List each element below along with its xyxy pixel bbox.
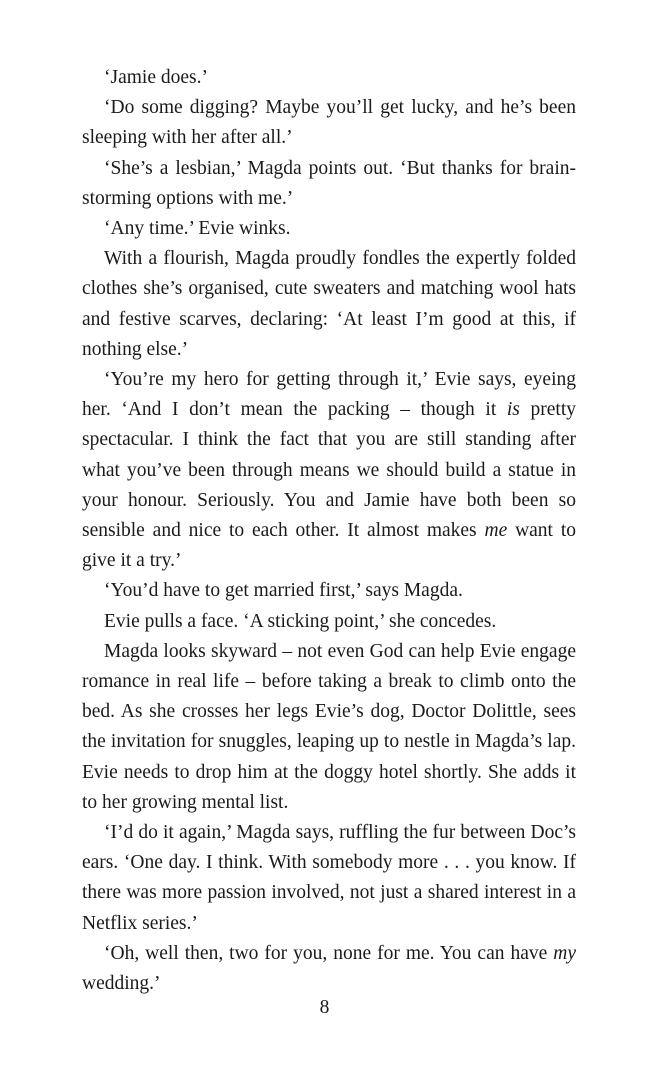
- emphasis-text: me: [484, 520, 508, 542]
- paragraph: [82, 244, 576, 365]
- paragraph: [82, 214, 576, 244]
- paragraph: [82, 365, 576, 576]
- paragraph-text: ‘Oh, well then, two for you, none for me. You can have: [104, 942, 554, 964]
- paragraph-text: want to give it a try.’: [82, 520, 576, 572]
- paragraph-text: ‘You’d have to get married first,’ says Magda.: [104, 580, 463, 602]
- paragraph-text: ‘I’d do it again,’ Magda says, ruffling the fur between Doc’s ears. ‘One day. I think. With somebody more . . . you know. If there was more passion involved, not just a shared interest in a Netflix series.’: [82, 822, 576, 934]
- body-text: [82, 63, 576, 999]
- paragraph: [82, 63, 576, 93]
- paragraph: [82, 93, 576, 153]
- paragraph-text: ‘Any time.’ Evie winks.: [104, 218, 291, 240]
- paragraph-text: Magda looks skyward – not even God can help Evie engage romance in real life – before taking a break to climb onto the bed. As she crosses her legs Evie’s dog, Doctor Dolittle, sees the invitation for snuggles, leaping up to nestle in Magda’s lap. Evie needs to drop him at the doggy hotel shortly. She adds it to her growing mental list.: [82, 640, 576, 813]
- paragraph: [82, 939, 576, 999]
- paragraph-text: wedding.’: [82, 973, 161, 995]
- paragraph: [82, 154, 576, 214]
- paragraph-text: Evie pulls a face. ‘A sticking point,’ she concedes.: [104, 610, 497, 632]
- paragraph-text: With a flourish, Magda proudly fondles the expertly folded clothes she’s organised, cute sweaters and matching wool hats and festive scarves, declaring: ‘At least I’m good at this, if nothing else.’: [82, 248, 576, 360]
- paragraph: [82, 576, 576, 606]
- emphasis-text: is: [506, 399, 520, 421]
- paragraph: [82, 637, 576, 818]
- emphasis-text: my: [553, 942, 576, 964]
- paragraph: [82, 818, 576, 939]
- paragraph-text: ‘Do some digging? Maybe you’ll get lucky, and he’s been sleeping with her after all.’: [82, 97, 576, 149]
- paragraph: [82, 607, 576, 637]
- page-number: 8: [319, 997, 330, 1018]
- paragraph-text: ‘Jamie does.’: [104, 67, 208, 88]
- paragraph-text: ‘You’re my hero for getting through it,’ Evie says, eyeing her. ‘And I don’t mean the packing – though it: [82, 369, 576, 421]
- paragraph-text: pretty spectacular. I think the fact that you are still standing after what you’ve been through means we should build a statue in your honour. Seriously. You and Jamie have both been so sensible and nice to each other. It almost makes: [82, 399, 577, 542]
- paragraph-text: ‘She’s a lesbian,’ Magda points out. ‘But thanks for brain-storming options with me.’: [82, 157, 576, 209]
